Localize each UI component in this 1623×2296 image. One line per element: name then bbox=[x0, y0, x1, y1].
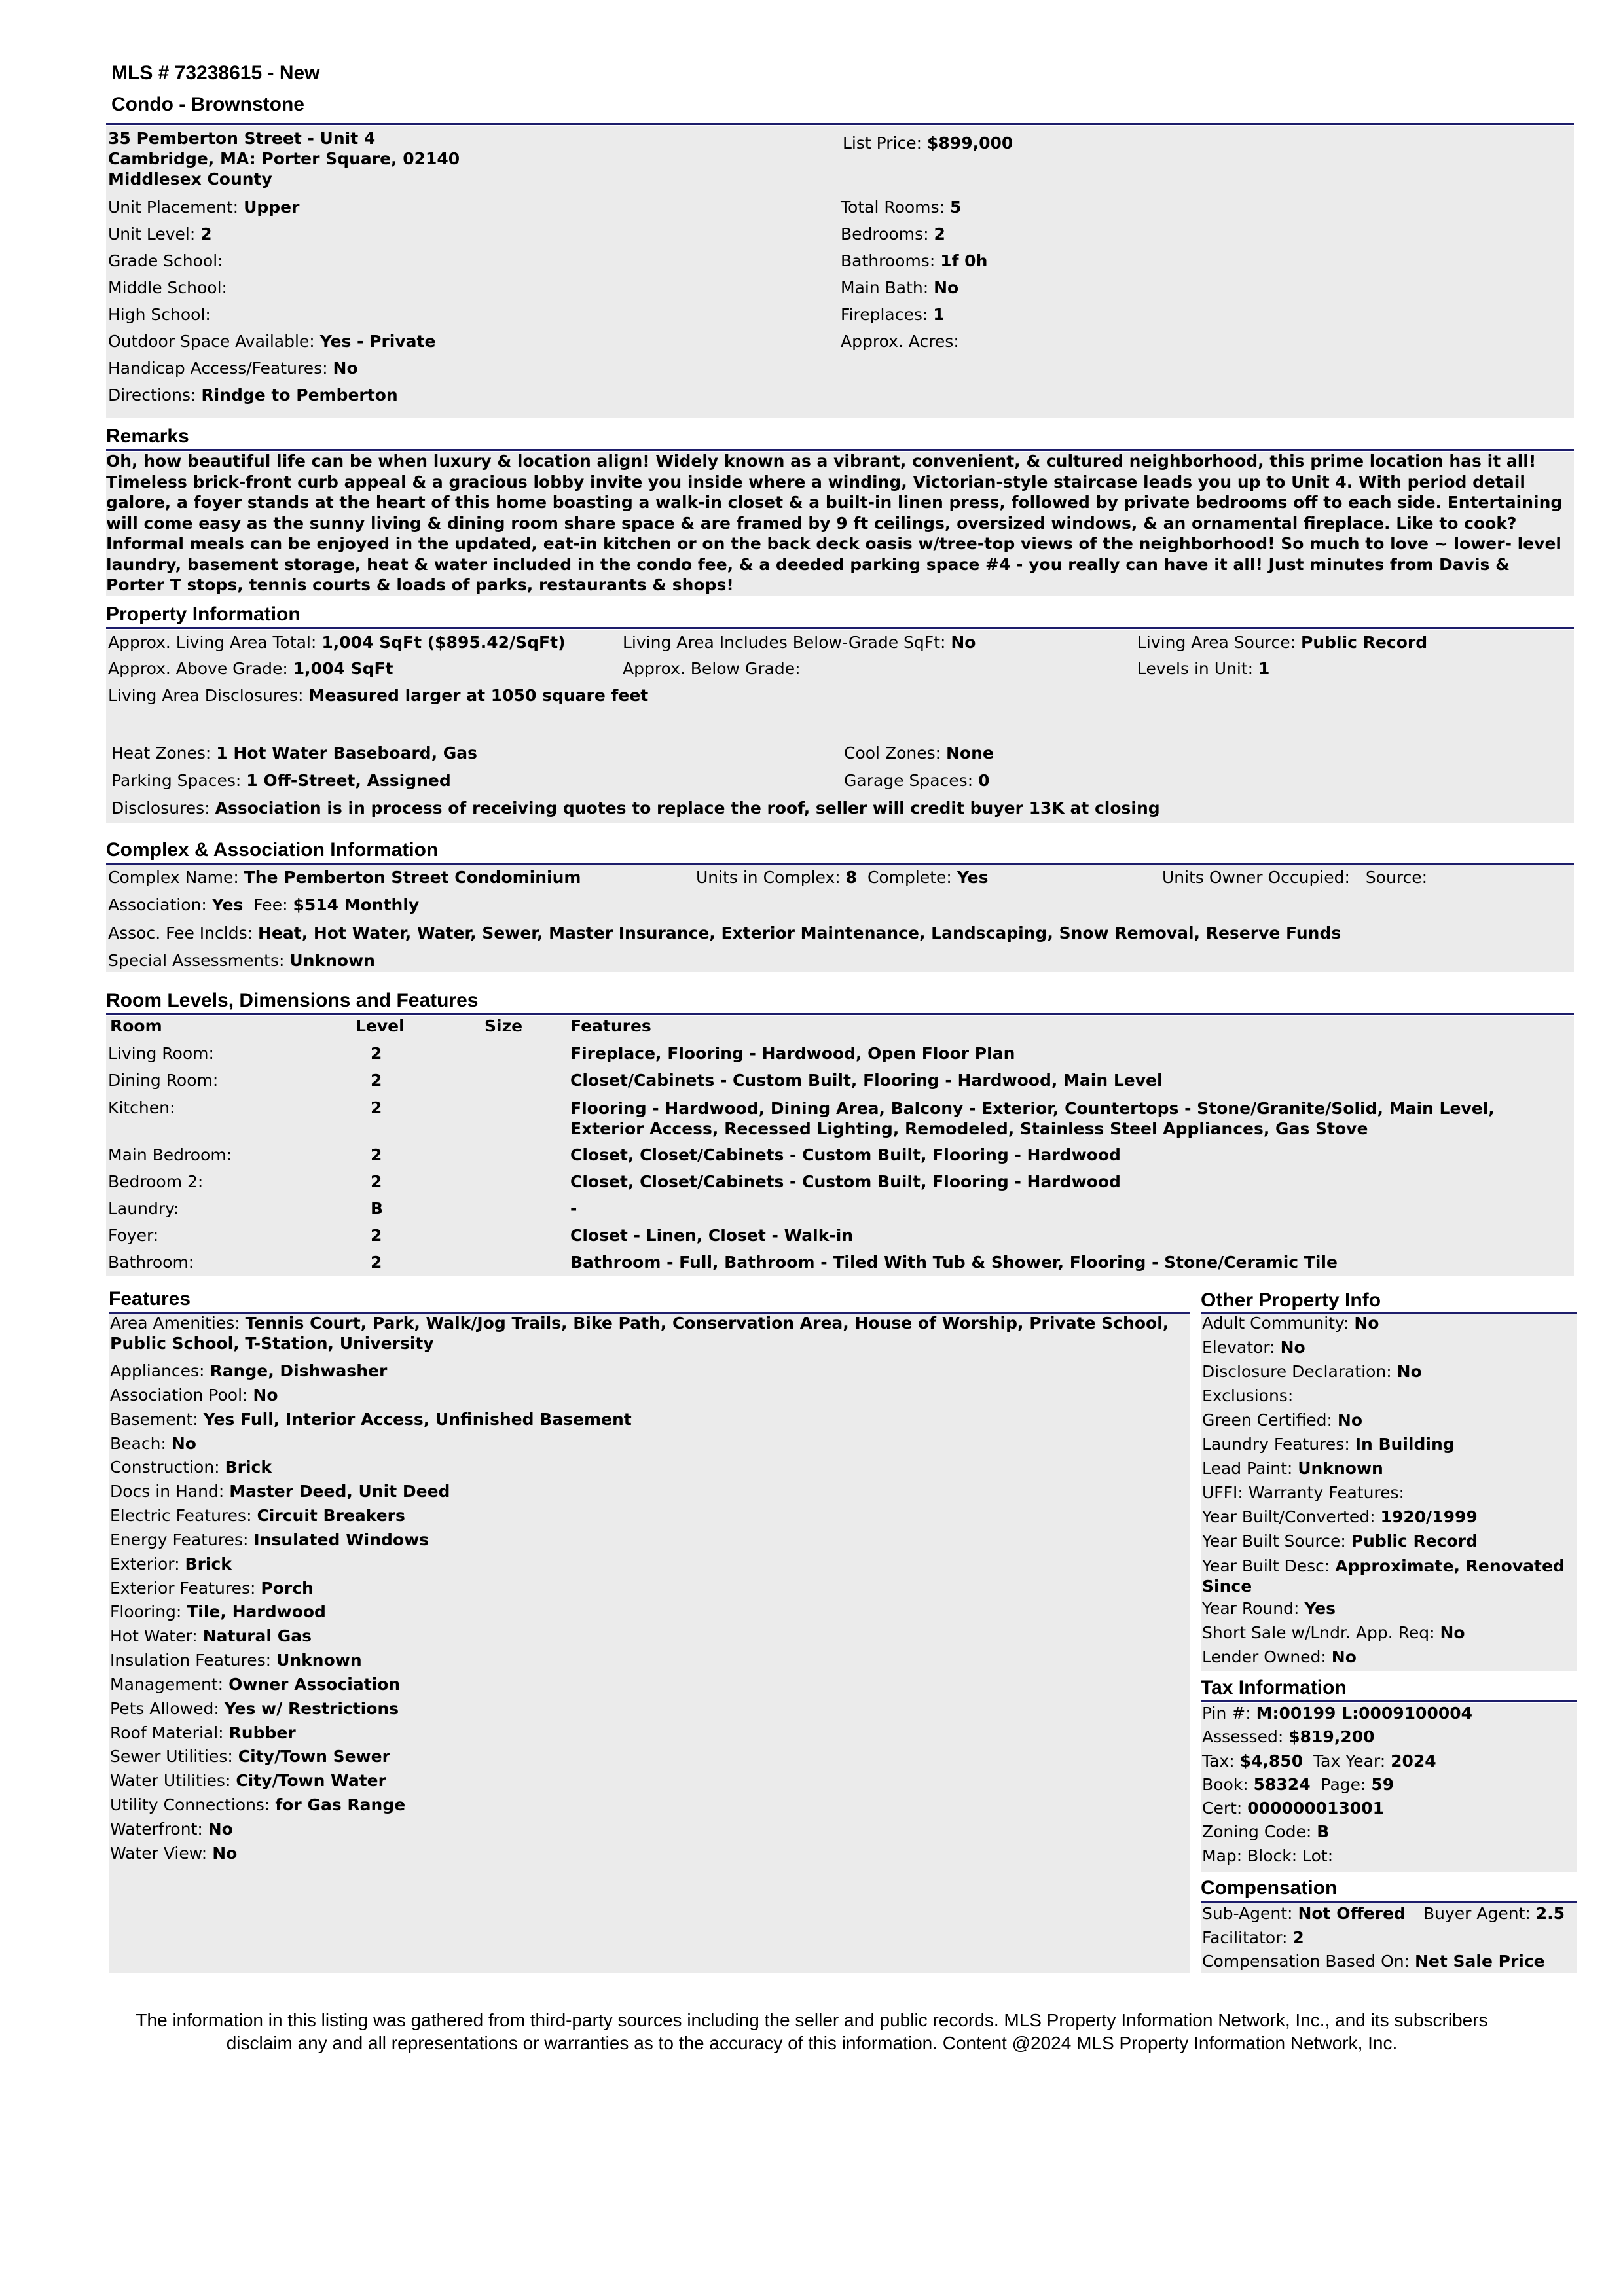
room-features: Fireplace, Flooring - Hardwood, Open Floor Plan bbox=[570, 1044, 1015, 1063]
field-value: No bbox=[1440, 1623, 1465, 1642]
disclaimer-line-2: disclaim any and all representations or warranties as to the accuracy of this information. Content @2024 MLS Property Information Network, Inc. bbox=[226, 2033, 1398, 2053]
field-label: Basement: bbox=[110, 1410, 198, 1429]
field-label: Assessed: bbox=[1202, 1727, 1284, 1746]
field-value: Yes bbox=[211, 895, 244, 914]
field-label: Insulation Features: bbox=[110, 1651, 272, 1670]
field-label: Energy Features: bbox=[110, 1530, 249, 1549]
field-value: 59 bbox=[1371, 1775, 1395, 1794]
field-value: Upper bbox=[244, 198, 300, 217]
field-label: Bathrooms: bbox=[841, 251, 936, 270]
room-features: - bbox=[570, 1199, 577, 1218]
field-label: Lead Paint: bbox=[1202, 1459, 1293, 1478]
field-label: Unit Placement: bbox=[108, 198, 239, 217]
field-label: Association Pool: bbox=[110, 1386, 248, 1405]
field-value: Heat, Hot Water, Water, Sewer, Master Insurance, Exterior Maintenance, Landscaping, Snow Removal, Reserve Funds bbox=[258, 924, 1341, 942]
address-county: Middlesex County bbox=[108, 170, 272, 188]
address-street: 35 Pemberton Street - Unit 4 bbox=[108, 129, 376, 148]
field-label: Units in Complex: bbox=[696, 868, 841, 887]
field-value: Rubber bbox=[228, 1723, 296, 1742]
field-label: Exclusions: bbox=[1202, 1386, 1294, 1405]
complex-rule bbox=[106, 863, 1574, 865]
field-value: Public Record bbox=[1301, 633, 1428, 652]
field-value: Master Deed, Unit Deed bbox=[229, 1482, 450, 1501]
field-label: Units Owner Occupied: bbox=[1162, 868, 1350, 887]
field-label: Approx. Living Area Total: bbox=[108, 633, 317, 652]
field-label: Garage Spaces: bbox=[844, 771, 974, 790]
field-value: 000000013001 bbox=[1247, 1799, 1385, 1818]
field-label: Appliances: bbox=[110, 1361, 205, 1380]
field-label: Area Amenities: bbox=[110, 1314, 240, 1333]
field-value: No bbox=[253, 1386, 278, 1405]
field-value: Yes bbox=[1304, 1599, 1336, 1618]
field-label: UFFI: Warranty Features: bbox=[1202, 1483, 1404, 1502]
field-value: Natural Gas bbox=[202, 1626, 312, 1645]
field-label: Tax Year: bbox=[1313, 1751, 1386, 1770]
room-level: 2 bbox=[371, 1071, 382, 1090]
field-label: Directions: bbox=[108, 386, 196, 404]
field-value: The Pemberton Street Condominium bbox=[244, 868, 581, 887]
field-label: Short Sale w/Lndr. App. Req: bbox=[1202, 1623, 1435, 1642]
field-label: Adult Community: bbox=[1202, 1314, 1349, 1333]
field-value: No bbox=[934, 278, 959, 297]
field-value: Yes - Private bbox=[319, 332, 436, 351]
remarks-text: Oh, how beautiful life can be when luxury & location align! Widely known as a vibrant, convenient, & cultured neighborhood, this prime location has it all! Timeless brick-front curb appeal & a gracious lobby invite you inside where a winding, Victorian-style staircase leads you up to Unit 4. With period detail galore, a foyer stands at the heart of this home boasting a walk-in closet & a built-in linen press, followed by private bedrooms off to each side. Entertaining will come easy as the sunny living & dining room share space & are framed by 9 ft ceilings, oversized windows, & an ornamental fireplace. Like to cook? Informal meals can be enjoyed in the updated, eat-in kitchen or on the back deck oasis w/tree-top views of the neighborhood! So much to love ~ lower- level laundry, basement storage, heat & water included in the condo fee, & a deeded parking space #4 - you really can have it all! Just minutes from Davis & Porter T stops, tennis courts & loads of parks, restaurants & shops! bbox=[106, 452, 1563, 594]
compensation-rule bbox=[1201, 1901, 1577, 1903]
field-value: $514 Monthly bbox=[293, 895, 420, 914]
field-label: Pets Allowed: bbox=[110, 1699, 219, 1718]
field-value: Circuit Breakers bbox=[257, 1506, 405, 1525]
header-rule bbox=[106, 123, 1574, 125]
field-label: Fee: bbox=[253, 895, 288, 914]
field-label: Map: Block: Lot: bbox=[1202, 1846, 1334, 1865]
field-value: Unknown bbox=[1298, 1459, 1383, 1478]
field-label: Disclosure Declaration: bbox=[1202, 1362, 1392, 1381]
field-label: Water Utilities: bbox=[110, 1771, 231, 1790]
field-value: No bbox=[333, 359, 358, 378]
field-value: $819,200 bbox=[1288, 1727, 1375, 1746]
field-value: 5 bbox=[949, 198, 962, 217]
field-value: City/Town Water bbox=[236, 1771, 386, 1790]
other-info-title: Other Property Info bbox=[1201, 1289, 1381, 1311]
room-name: Main Bedroom: bbox=[108, 1145, 232, 1164]
field-value: Range, Dishwasher bbox=[210, 1361, 388, 1380]
field-value: Owner Association bbox=[228, 1675, 401, 1694]
year-built-desc bbox=[1202, 1556, 1569, 1596]
field-label: Handicap Access/Features: bbox=[108, 359, 328, 378]
field-value: 2 bbox=[934, 224, 945, 243]
compensation-title: Compensation bbox=[1201, 1877, 1338, 1899]
field-value: No bbox=[171, 1434, 196, 1453]
field-value: M:00199 L:0009100004 bbox=[1256, 1704, 1473, 1723]
field-label: Water View: bbox=[110, 1844, 208, 1863]
field-value: No bbox=[212, 1844, 238, 1863]
field-value: 2024 bbox=[1391, 1751, 1436, 1770]
room-features: Bathroom - Full, Bathroom - Tiled With Tub & Shower, Flooring - Stone/Ceramic Tile bbox=[570, 1253, 1338, 1272]
room-name: Living Room: bbox=[108, 1044, 214, 1063]
field-value: Net Sale Price bbox=[1414, 1952, 1545, 1971]
tax-rule bbox=[1201, 1700, 1577, 1702]
field-label: Year Round: bbox=[1202, 1599, 1300, 1618]
field-value: Unknown bbox=[276, 1651, 362, 1670]
field-label: Book: bbox=[1202, 1775, 1249, 1794]
rooms-header-size: Size bbox=[484, 1016, 523, 1035]
field-label: Total Rooms: bbox=[841, 198, 945, 217]
field-label: Laundry Features: bbox=[1202, 1435, 1350, 1454]
field-value: 2 bbox=[200, 224, 212, 243]
rooms-header-room: Room bbox=[110, 1016, 162, 1035]
room-features: Flooring - Hardwood, Dining Area, Balcony - Exterior, Countertops - Stone/Granite/Solid, Main Level, Exterior Access, Recessed Lighting, Remodeled, Stainless Steel Appliances, Gas Stove bbox=[570, 1099, 1495, 1138]
field-value: Public Record bbox=[1351, 1532, 1478, 1551]
field-value: 1,004 SqFt ($895.42/SqFt) bbox=[321, 633, 566, 652]
field-value: 1,004 SqFt bbox=[293, 659, 393, 678]
field-value: B bbox=[1317, 1822, 1330, 1841]
field-label: Approx. Below Grade: bbox=[623, 659, 801, 678]
field-label: Special Assessments: bbox=[108, 951, 285, 970]
field-value: Insulated Windows bbox=[253, 1530, 429, 1549]
field-label: Year Built Desc: bbox=[1202, 1556, 1330, 1575]
field-label: Sub-Agent: bbox=[1202, 1904, 1293, 1923]
field-value: Brick bbox=[225, 1458, 272, 1477]
field-label: Roof Material: bbox=[110, 1723, 224, 1742]
field-label: Facilitator: bbox=[1202, 1928, 1288, 1947]
room-features: Closet - Linen, Closet - Walk-in bbox=[570, 1226, 854, 1245]
property-info-title: Property Information bbox=[106, 603, 301, 625]
field-value: Approximate, Renovated Since bbox=[1202, 1556, 1565, 1596]
field-value: No bbox=[1354, 1314, 1379, 1333]
property-info-rule bbox=[106, 627, 1574, 629]
field-value: 1 Off-Street, Assigned bbox=[246, 771, 451, 790]
field-value: 0 bbox=[978, 771, 990, 790]
field-label: Complex Name: bbox=[108, 868, 239, 887]
field-value: Tile, Hardwood bbox=[187, 1602, 326, 1621]
field-label: Parking Spaces: bbox=[111, 771, 242, 790]
field-label: Cert: bbox=[1202, 1799, 1243, 1818]
field-label: Page: bbox=[1321, 1775, 1366, 1794]
field-label: Bedrooms: bbox=[841, 224, 929, 243]
field-value: Brick bbox=[185, 1554, 232, 1573]
field-label: Complete: bbox=[867, 868, 952, 887]
remarks-title: Remarks bbox=[106, 425, 189, 447]
field-value: Measured larger at 1050 square feet bbox=[308, 686, 649, 705]
field-label: Exterior: bbox=[110, 1554, 180, 1573]
room-name: Foyer: bbox=[108, 1226, 159, 1245]
field-value: No bbox=[208, 1820, 233, 1839]
tax-title: Tax Information bbox=[1201, 1677, 1347, 1698]
field-label: Living Area Disclosures: bbox=[108, 686, 304, 705]
field-value: Association is in process of receiving quotes to replace the roof, seller will credit buyer 13K at closing bbox=[215, 798, 1160, 817]
field-label: Middle School: bbox=[108, 278, 227, 297]
field-value: Unknown bbox=[289, 951, 375, 970]
list-price: List Price: $899,000 bbox=[843, 134, 1013, 152]
field-label: Living Area Source: bbox=[1137, 633, 1296, 652]
field-value: No bbox=[1331, 1647, 1357, 1666]
features-title: Features bbox=[109, 1288, 191, 1310]
field-value: for Gas Range bbox=[275, 1795, 406, 1814]
room-name: Bathroom: bbox=[108, 1253, 194, 1272]
room-features: Closet, Closet/Cabinets - Custom Built, Flooring - Hardwood bbox=[570, 1145, 1121, 1164]
field-label: Zoning Code: bbox=[1202, 1822, 1312, 1841]
field-label: Elevator: bbox=[1202, 1338, 1275, 1357]
room-level: 2 bbox=[371, 1098, 382, 1117]
field-value: 1 bbox=[1258, 659, 1270, 678]
field-label: Exterior Features: bbox=[110, 1579, 256, 1598]
address-city: Cambridge, MA: Porter Square, 02140 bbox=[108, 149, 460, 168]
field-label: Sewer Utilities: bbox=[110, 1747, 233, 1766]
field-label: Association: bbox=[108, 895, 207, 914]
field-label: Hot Water: bbox=[110, 1626, 198, 1645]
field-label: Flooring: bbox=[110, 1602, 182, 1621]
rooms-title: Room Levels, Dimensions and Features bbox=[106, 990, 479, 1011]
field-label: Main Bath: bbox=[841, 278, 929, 297]
field-label: Pin #: bbox=[1202, 1704, 1251, 1723]
field-value: Yes bbox=[957, 868, 989, 887]
field-value: 2.5 bbox=[1535, 1904, 1565, 1923]
rooms-rule bbox=[106, 1013, 1574, 1015]
address-block bbox=[108, 128, 460, 189]
disclaimer-line-1: The information in this listing was gathered from third-party sources including the seller and public records. MLS Property Information Network, Inc., and its subscribers bbox=[136, 2010, 1488, 2030]
field-value: In Building bbox=[1355, 1435, 1455, 1454]
field-value: Tennis Court, Park, Walk/Jog Trails, Bike Path, Conservation Area, House of Worship, Private School, Public School, T-Station, University bbox=[110, 1314, 1169, 1353]
room-level: 2 bbox=[371, 1044, 382, 1063]
field-label: Compensation Based On: bbox=[1202, 1952, 1410, 1971]
field-value: No bbox=[1337, 1410, 1363, 1429]
field-value: Rindge to Pemberton bbox=[201, 386, 398, 404]
field-label: Year Built Source: bbox=[1202, 1532, 1346, 1551]
room-name: Dining Room: bbox=[108, 1071, 219, 1090]
field-label: Disclosures: bbox=[111, 798, 210, 817]
disclaimer bbox=[98, 2009, 1525, 2054]
room-level: 2 bbox=[371, 1253, 382, 1272]
field-label: Cool Zones: bbox=[844, 744, 941, 762]
field-label: Unit Level: bbox=[108, 224, 196, 243]
field-label: Assoc. Fee Inclds: bbox=[108, 924, 253, 942]
field-value: 1f 0h bbox=[940, 251, 988, 270]
field-label: Grade School: bbox=[108, 251, 223, 270]
field-value: None bbox=[946, 744, 994, 762]
field-value: No bbox=[1280, 1338, 1305, 1357]
field-value: 1 Hot Water Baseboard, Gas bbox=[216, 744, 478, 762]
field-label: Management: bbox=[110, 1675, 224, 1694]
field-value: Yes w/ Restrictions bbox=[224, 1699, 399, 1718]
room-name: Kitchen: bbox=[108, 1098, 175, 1117]
field-label: Lender Owned: bbox=[1202, 1647, 1326, 1666]
field-label: Construction: bbox=[110, 1458, 220, 1477]
field-value: 1 bbox=[933, 305, 945, 324]
room-level: 2 bbox=[371, 1226, 382, 1245]
field-label: Docs in Hand: bbox=[110, 1482, 225, 1501]
field-label: Living Area Includes Below-Grade SqFt: bbox=[623, 633, 946, 652]
field-label: Approx. Acres: bbox=[841, 332, 959, 351]
field-label: Outdoor Space Available: bbox=[108, 332, 315, 351]
field-value: 2 bbox=[1292, 1928, 1304, 1947]
room-features: Closet, Closet/Cabinets - Custom Built, Flooring - Hardwood bbox=[570, 1172, 1121, 1191]
field-value: City/Town Sewer bbox=[238, 1747, 390, 1766]
field-label: Electric Features: bbox=[110, 1506, 252, 1525]
feature-amenities bbox=[110, 1313, 1184, 1354]
complex-title: Complex & Association Information bbox=[106, 839, 439, 861]
field-label: Tax: bbox=[1202, 1751, 1235, 1770]
mls-number: MLS # 73238615 - New bbox=[111, 62, 320, 84]
field-value: 58324 bbox=[1253, 1775, 1311, 1794]
room-level: 2 bbox=[371, 1172, 382, 1191]
field-label: Levels in Unit: bbox=[1137, 659, 1254, 678]
rooms-header-features: Features bbox=[570, 1016, 651, 1035]
field-value: Porch bbox=[261, 1579, 314, 1598]
field-label: Approx. Above Grade: bbox=[108, 659, 288, 678]
field-value: No bbox=[951, 633, 976, 652]
field-label: Heat Zones: bbox=[111, 744, 211, 762]
room-level: B bbox=[371, 1199, 384, 1218]
field-label: High School: bbox=[108, 305, 211, 324]
room-name: Bedroom 2: bbox=[108, 1172, 204, 1191]
field-label: Buyer Agent: bbox=[1423, 1904, 1531, 1923]
field-label: Beach: bbox=[110, 1434, 166, 1453]
field-value: No bbox=[1396, 1362, 1422, 1381]
room-features: Closet/Cabinets - Custom Built, Flooring - Hardwood, Main Level bbox=[570, 1071, 1163, 1090]
field-label: Source: bbox=[1365, 868, 1428, 887]
field-value: $4,850 bbox=[1239, 1751, 1304, 1770]
field-label: Year Built/Converted: bbox=[1202, 1507, 1376, 1526]
field-label: Fireplaces: bbox=[841, 305, 928, 324]
field-label: Waterfront: bbox=[110, 1820, 203, 1839]
room-name: Laundry: bbox=[108, 1199, 179, 1218]
property-type: Condo - Brownstone bbox=[111, 94, 304, 115]
field-value: Not Offered bbox=[1298, 1904, 1406, 1923]
field-value: Yes Full, Interior Access, Unfinished Basement bbox=[203, 1410, 632, 1429]
field-label: Green Certified: bbox=[1202, 1410, 1332, 1429]
rooms-header-level: Level bbox=[356, 1016, 405, 1035]
field-label: Utility Connections: bbox=[110, 1795, 270, 1814]
field-value: 1920/1999 bbox=[1380, 1507, 1478, 1526]
field-value: 8 bbox=[845, 868, 858, 887]
room-level: 2 bbox=[371, 1145, 382, 1164]
